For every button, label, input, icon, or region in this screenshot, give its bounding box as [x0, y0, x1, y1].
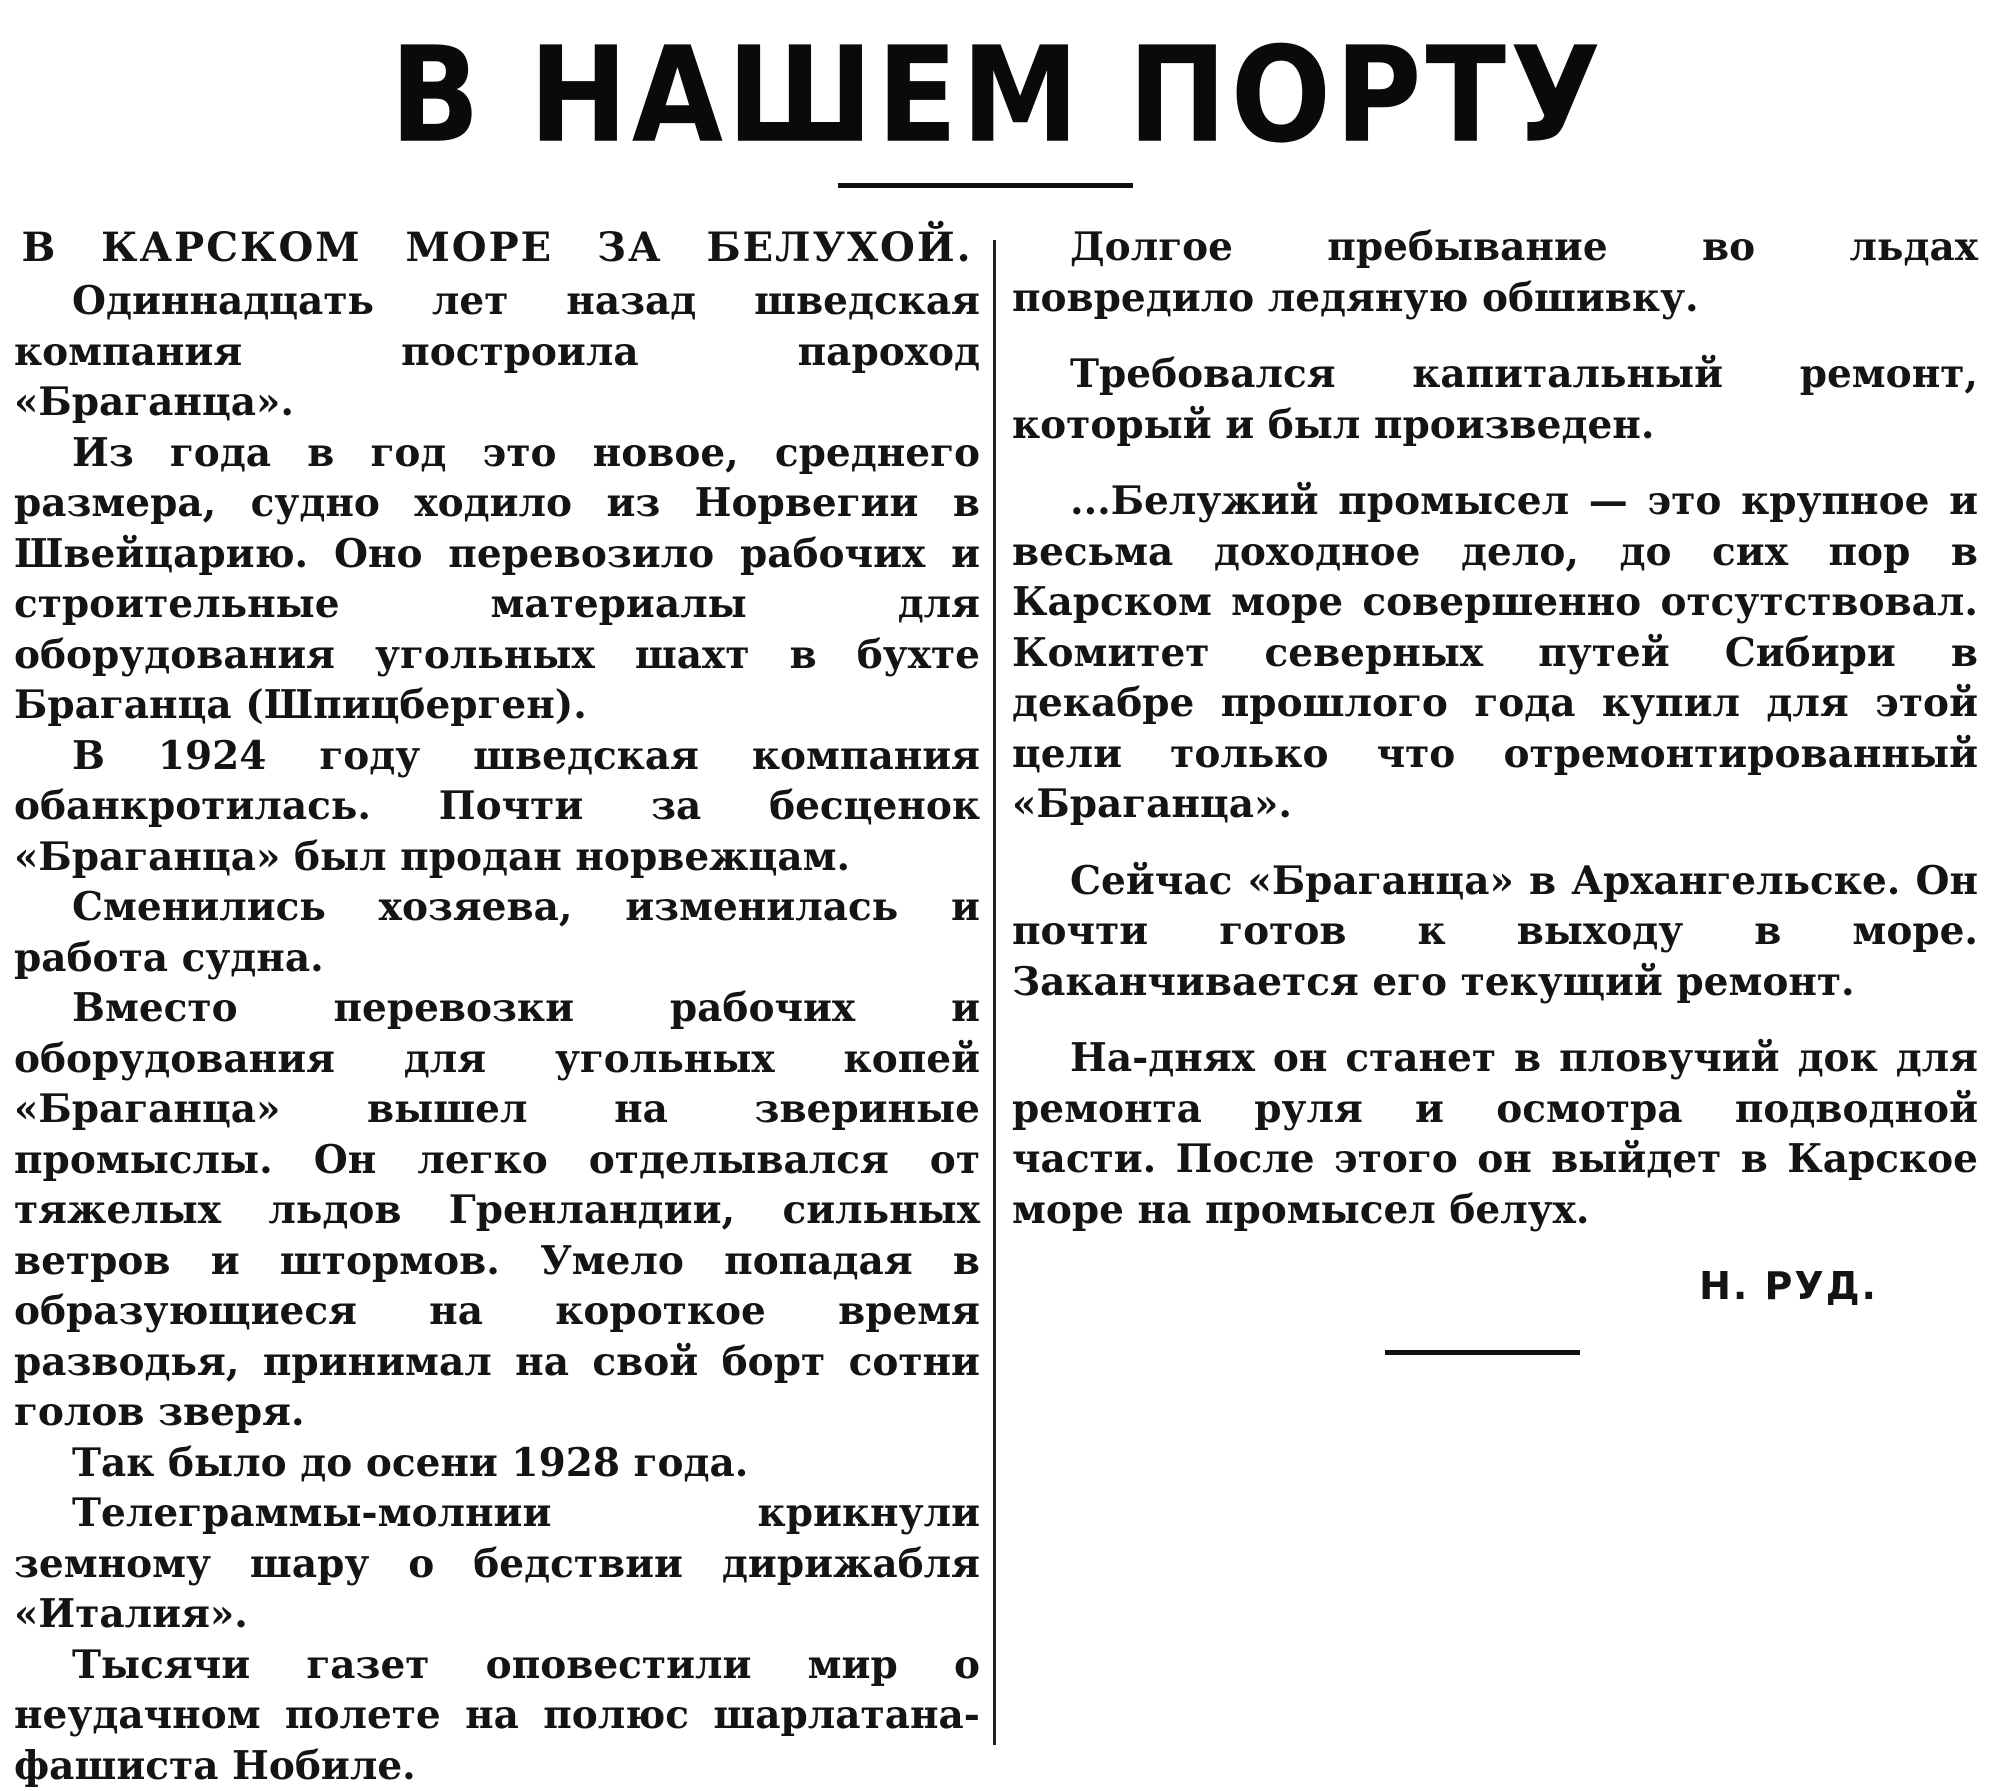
paragraph: На-днях он станет в пловучий док для ремонта руля и осмотра подводной части. После этого он выйдет в Карское море на промысел белух. [1012, 1033, 1978, 1235]
paragraph: Сейчас «Браганца» в Архангельске. Он почти готов к выходу в море. Заканчивается его текущий ремонт. [1012, 856, 1978, 1008]
paragraph: ...Белужий промысел — это крупное и весьма доходное дело, до сих пор в Карском море совершенно отсутствовал. Комитет северных путей Сибири в декабре прошлого года купил для этой цели только что отремонтированный «Браганца». [1012, 476, 1978, 830]
paragraph: Так было до осени 1928 года. [14, 1438, 980, 1489]
paragraph: Телеграммы-молнии крикнули земному шару о бедствии дирижабля «Италия». [14, 1488, 980, 1640]
paragraph: Долгое пребывание во льдах повредило ледяную обшивку. [1012, 222, 1978, 323]
section-heading: В КАРСКОМ МОРЕ ЗА БЕЛУХОЙ. [14, 222, 980, 274]
paragraph: Одиннадцать лет назад шведская компания построила пароход «Браганца». [14, 276, 980, 428]
paragraph: Сменились хозяева, изменилась и работа судна. [14, 882, 980, 983]
paragraph: Требовался капитальный ремонт, который и был произведен. [1012, 349, 1978, 450]
author-signature: Н. РУД. [1012, 1261, 1978, 1311]
paragraph: В 1924 году шведская компания обанкротилась. Почти за бесценок «Браганца» был продан норвежцам. [14, 731, 980, 883]
end-rule [1385, 1350, 1580, 1355]
left-column [14, 222, 980, 1791]
column-divider [993, 240, 996, 1745]
paragraph: Из года в год это новое, среднего размера, судно ходило из Норвегии в Швейцарию. Оно перевозило рабочих и строительные материалы для оборудования угольных шахт в бухте Браганца (Шпицберген). [14, 428, 980, 731]
paragraph: Вместо перевозки рабочих и оборудования для угольных копей «Браганца» вышел на звериные промыслы. Он легко отделывался от тяжелых льдов Гренландии, сильных ветров и штормов. Умело попадая в образующиеся на короткое время разводья, принимал на свой борт сотни голов зверя. [14, 983, 980, 1438]
article-headline: В НАШЕМ ПОРТУ [0, 22, 1995, 168]
right-column [1012, 222, 1978, 1337]
paragraph: Тысячи газет оповестили мир о неудачном полете на полюс шарлатана-фашиста Нобиле. [14, 1640, 980, 1791]
headline-rule [838, 183, 1133, 188]
